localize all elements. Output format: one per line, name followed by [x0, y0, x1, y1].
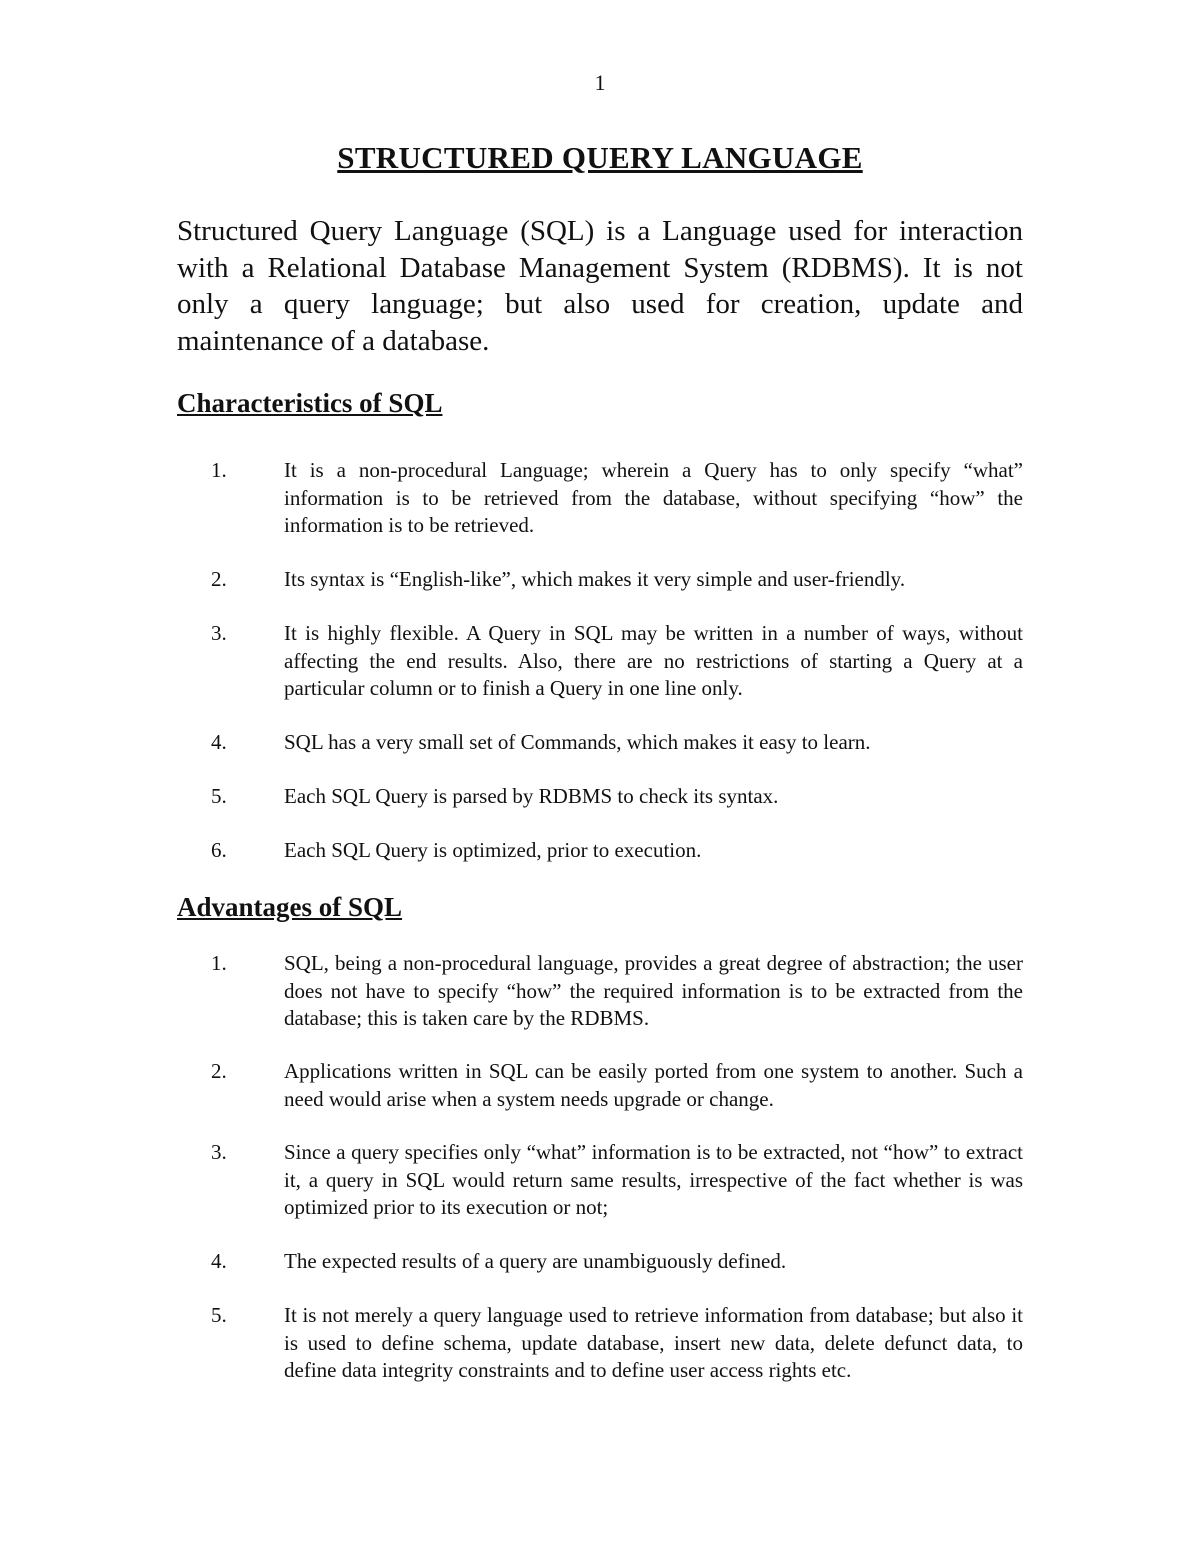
list-number: 1. [211, 458, 227, 482]
list-number: 3. [211, 621, 227, 645]
list-number: 5. [211, 784, 227, 808]
advantages-heading: Advantages of SQL [177, 892, 403, 922]
list-number: 2. [211, 1059, 227, 1083]
list-number: 4. [211, 1249, 227, 1273]
list-text: It is not merely a query language used to retrieve information from database; but also it is used to define schema, update database, insert new data, delete defunct data, to define data integrity constraints and to define user access rights etc. [284, 1303, 1023, 1382]
list-text: Its syntax is “English-like”, which makes it very simple and user-friendly. [284, 567, 906, 591]
list-text: Each SQL Query is optimized, prior to execution. [284, 838, 702, 862]
list-text: Each SQL Query is parsed by RDBMS to check its syntax. [284, 784, 779, 808]
list-number: 6. [211, 838, 227, 862]
list-text: It is highly flexible. A Query in SQL may be written in a number of ways, without affecting the end results. Also, there are no restrictions of starting a Query at a particular column or to finish a Query in one line only. [284, 621, 1023, 700]
list-number: 2. [211, 567, 227, 591]
list-number: 5. [211, 1303, 227, 1327]
list-text: The expected results of a query are unambiguously defined. [284, 1249, 787, 1273]
document-title: STRUCTURED QUERY LANGUAGE [337, 140, 863, 175]
page-number: 1 [594, 70, 606, 95]
list-number: 4. [211, 730, 227, 754]
list-text: Since a query specifies only “what” information is to be extracted, not “how” to extract it, a query in SQL would return same results, irrespective of the fact whether is was optimized prior to its execution or not; [284, 1140, 1023, 1219]
intro-paragraph: Structured Query Language (SQL) is a Language used for interaction with a Relational Database Management System (RDBMS). It is not only a query language; but also used for creation, update and maintenance of a database. [177, 215, 1023, 357]
characteristics-heading: Characteristics of SQL [177, 388, 443, 418]
list-text: SQL has a very small set of Commands, which makes it easy to learn. [284, 730, 871, 754]
list-text: Applications written in SQL can be easily ported from one system to another. Such a need would arise when a system needs upgrade or change. [284, 1059, 1023, 1111]
list-text: SQL, being a non-procedural language, provides a great degree of abstraction; the user does not have to specify “how” the required information is to be extracted from the database; this is taken care by the RDBMS. [284, 951, 1023, 1030]
list-number: 1. [211, 951, 227, 975]
list-number: 3. [211, 1140, 227, 1164]
list-text: It is a non-procedural Language; wherein a Query has to only specify “what” information is to be retrieved from the database, without specifying “how” the information is to be retrieved. [284, 458, 1023, 537]
